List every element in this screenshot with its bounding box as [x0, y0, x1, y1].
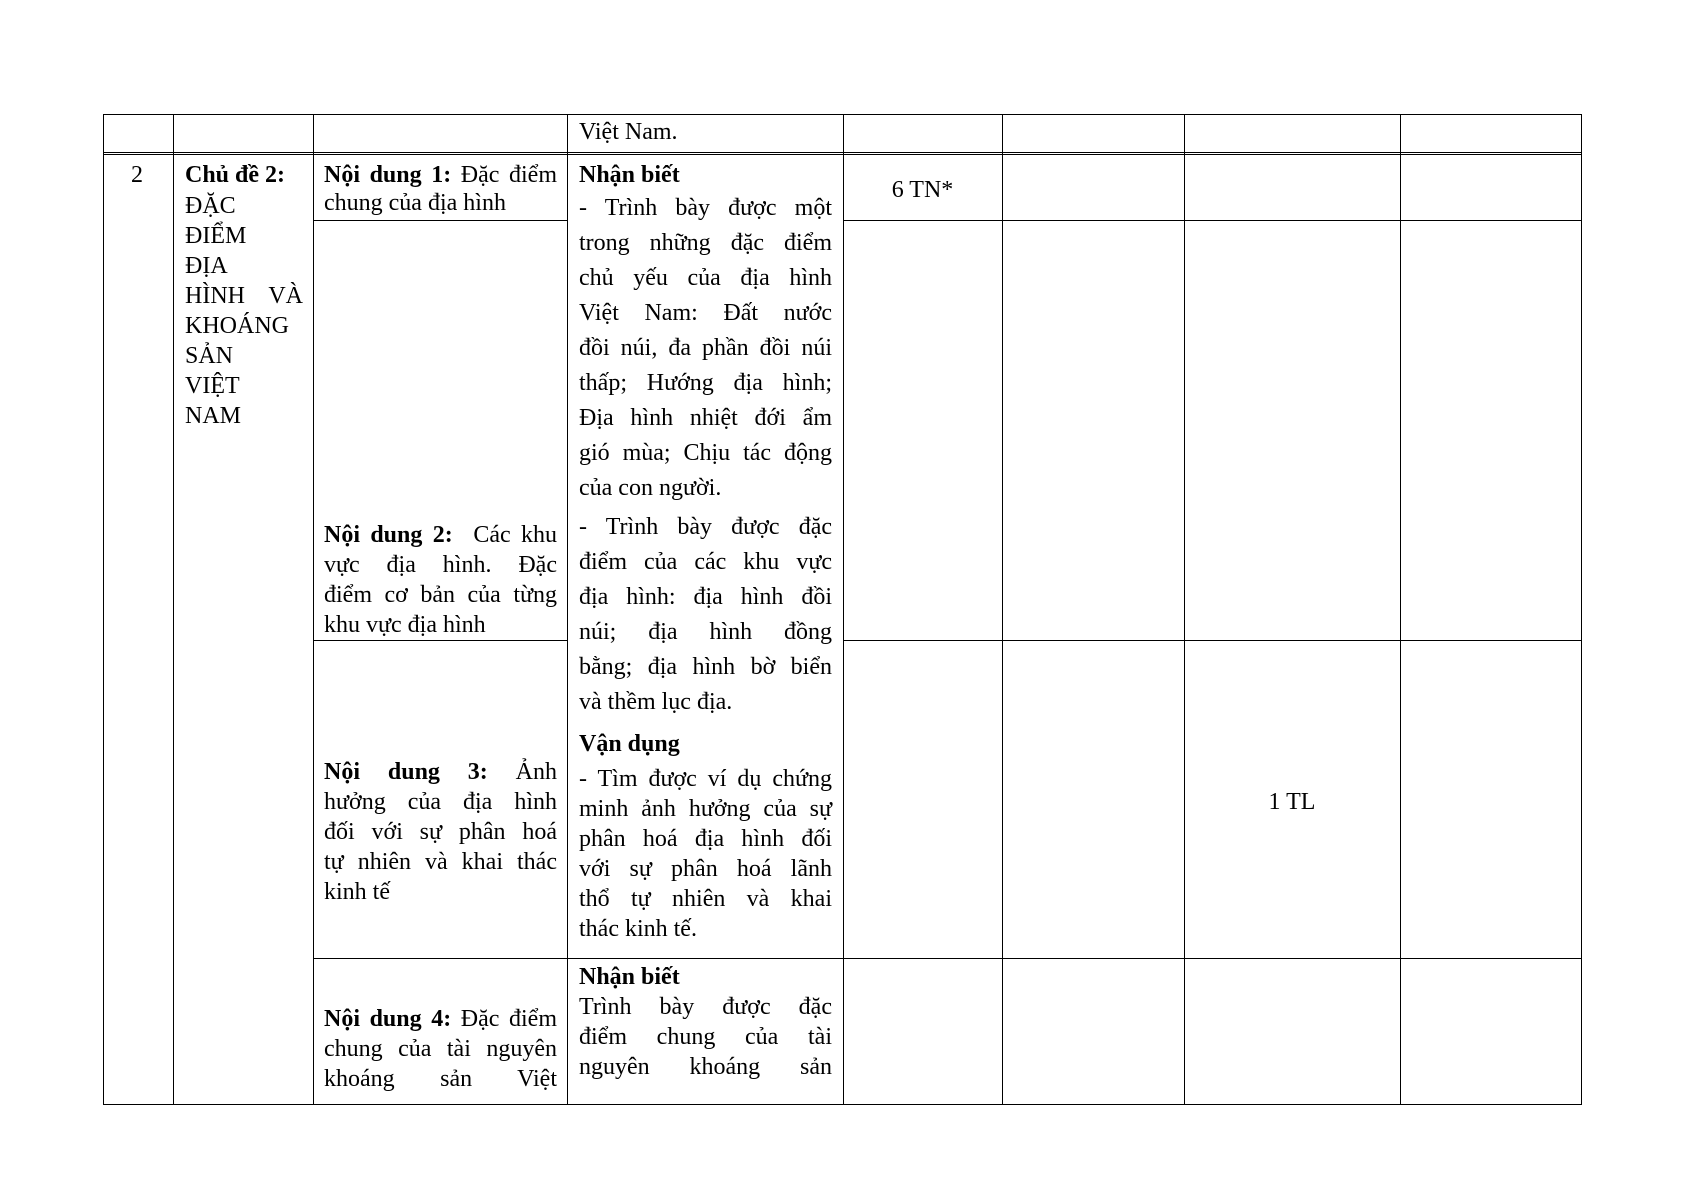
table-border-left [103, 114, 104, 1105]
topic-title-line: VIỆT [185, 373, 240, 399]
content-item-text: chung của tài nguyên [324, 1036, 557, 1062]
topic-title-line: NAM [185, 403, 242, 429]
content-item-text: đối với sự phân hoá [324, 819, 557, 845]
requirements-cell [579, 161, 832, 944]
level-heading-apply: Vận dụng [579, 731, 680, 757]
content-item-text: Ảnh [515, 759, 557, 785]
content-item-text: kinh tế [324, 879, 390, 905]
content-item-1 [324, 161, 557, 217]
table-border-right [1581, 114, 1582, 1105]
cell-divider [313, 640, 568, 641]
content-item-label: Nội dung 1: [324, 162, 452, 188]
count-apply: 1 TL [1268, 789, 1316, 815]
cell-divider [843, 640, 1582, 641]
topic-title-line: ĐIỂM [185, 223, 247, 249]
col-divider [1400, 114, 1401, 1105]
content-tail-text: Việt Nam. [579, 119, 678, 145]
content-item-label: Nội dung 2: [324, 522, 453, 548]
count-recognize: 6 TN* [891, 177, 954, 203]
col-divider [567, 114, 568, 1105]
col-divider [313, 114, 314, 1105]
content-item-3 [324, 757, 557, 907]
topic-title-line: KHOÁNG [185, 313, 289, 339]
content-item-label: Nội dung 4: [324, 1006, 452, 1032]
col-divider [843, 114, 844, 1105]
content-item-text: vực địa hình. Đặc [324, 552, 557, 578]
cell-divider [313, 220, 568, 221]
topic-cell [185, 161, 303, 430]
topic-label: Chủ đề 2: [185, 162, 286, 188]
content-item-text: Đặc điểm [460, 1006, 558, 1032]
col-divider [1002, 114, 1003, 1105]
col-divider [173, 114, 174, 1105]
content-item-label: Nội dung 3: [324, 759, 488, 785]
requirement-para: - Tìm được ví dụ chứng minh ảnh hưởng của sự phân hoá địa hình đối với sự phân hoá lãnh thổ tự nhiên và khai thác kinh tế. [579, 766, 832, 942]
content-item-text: Đặc điểm [460, 162, 558, 188]
content-item-text: khoáng sản Việt [324, 1066, 557, 1092]
cell-divider [313, 958, 1582, 959]
topic-title-line: ĐỊA [185, 253, 228, 279]
requirement-para: - Trình bày được một trong những đặc điểm chủ yếu của địa hình Việt Nam: Đất nước đồi núi, đa phần đồi núi thấp; Hướng địa hình; Địa hình nhiệt đới ẩm gió mùa; Chịu tác động của con người. [579, 195, 832, 501]
topic-title-line: ĐẶC [185, 193, 236, 219]
topic-title-line: SẢN [185, 343, 234, 369]
content-item-text: hưởng của địa hình [324, 789, 557, 815]
row-index: 2 [131, 162, 143, 188]
level-heading-recognize: Nhận biết [579, 964, 680, 990]
content-item-2 [324, 520, 557, 640]
cell-divider [843, 220, 1582, 221]
requirement-para: - Trình bày được đặc điểm của các khu vực địa hình: địa hình đồi núi; địa hình đồng bằng; địa hình bờ biển và thềm lục địa. [579, 514, 832, 715]
level-heading-recognize: Nhận biết [579, 162, 680, 188]
requirements-cell-4: Nhận biết Trình bày được đặc điểm chung của tài nguyên khoáng sản [579, 964, 832, 1080]
content-item-text: Các khu [473, 522, 557, 548]
content-item-text: khu vực địa hình [324, 612, 486, 638]
content-item-text: chung của địa hình [324, 190, 506, 216]
topic-title-line: HÌNH VÀ [185, 283, 303, 309]
col-divider [1184, 114, 1185, 1105]
content-item-text: tự nhiên và khai thác [324, 849, 557, 875]
content-item-text: điểm cơ bản của từng [324, 582, 557, 608]
content-item-4 [324, 1004, 557, 1094]
